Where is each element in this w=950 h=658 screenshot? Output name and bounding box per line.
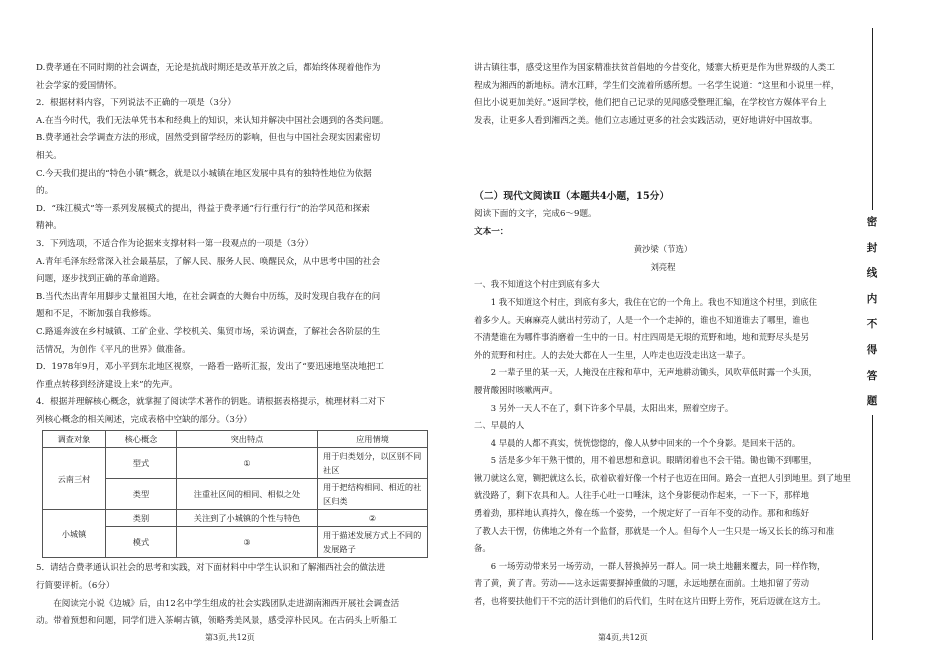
table-cell xyxy=(318,479,428,510)
paragraph-line: 4 早晨的人都不真实，恍恍惚惚的，像人从梦中回来的一个个身影。是回来干活的。 xyxy=(490,437,801,448)
seal-char: 密 xyxy=(866,216,878,228)
text-line: 行简要评析。（6分） xyxy=(36,581,115,592)
table-cell: 小城镇 xyxy=(43,510,106,558)
cell-line: 用于描述发展方式上不同的 xyxy=(323,530,422,541)
seal-char: 内 xyxy=(866,292,878,305)
text-line: A.在当今时代，我们无法单凭书本和经典上的知识，来认知并解决中国社会遇到的各类问题。 xyxy=(36,115,389,126)
table-row xyxy=(43,448,428,479)
paragraph-line: 3 另外一天人不在了，剩下许多个早晨，太阳出来，照着空房子。 xyxy=(490,402,734,413)
text-line: B.费孝通社会学调查方法的形成，固然受到留学经历的影响，但也与中国社会现实因素密切 xyxy=(36,133,381,144)
paragraph-line: 备。 xyxy=(474,543,491,554)
seal-line-notice xyxy=(862,210,882,415)
text-line: D.费孝通在不同时期的社会调查，无论是抗战时期还是改革开放之后，都始终体现着他作为 xyxy=(36,63,381,73)
text-line: 的。 xyxy=(36,186,54,197)
text-line: 活情况，为创作《平凡的世界》做准备。 xyxy=(36,344,191,355)
page-number-right: 第4页,共12页 xyxy=(598,633,648,642)
paragraph-line: 外的荒野和村庄。人的去处大都在人一生里，人咋走也迈没走出这一辈子。 xyxy=(474,349,751,360)
table-header-cell: 调查对象 xyxy=(43,431,106,448)
question-2: 2．根据材料内容，下列说法不正确的一项是（3分） xyxy=(36,98,236,109)
seal-char: 题 xyxy=(866,395,878,408)
table-cell: ③ xyxy=(177,527,318,558)
page-number-left: 第3页,共12页 xyxy=(205,633,255,642)
text-line: 程成为湘西的新地标。清水江畔，学生们交流着所感所想。一名学生说道：“这里和小说里一样， xyxy=(474,80,840,91)
paragraph-line: 锹刀就这么宽，铡把就这么长，砍着砍着好像一个村子也迈在田间。路会一直把人引到地里。到了地里 xyxy=(474,472,851,483)
seal-char: 不 xyxy=(866,318,878,331)
text-line: 但比小说更加美好。”返回学校，他们把自己记录的见闻感受整理汇编，在学校官方媒体平台上 xyxy=(474,98,827,109)
left-column xyxy=(36,60,440,631)
table-cell: 型式 xyxy=(106,448,177,479)
cell-line: 用于归类划分，以区别不同 xyxy=(323,451,422,462)
text-line: 社会学家的爱国情怀。 xyxy=(36,80,122,91)
table-cell xyxy=(318,448,428,479)
instruction: 阅读下面的文字，完成6～9题。 xyxy=(474,208,597,219)
table-header-cell: 应用情境 xyxy=(318,431,428,448)
article-author: 刘亮程 xyxy=(650,261,676,272)
cell-line: 用于把结构相同、相近的社 xyxy=(323,482,422,493)
text-line: A.青年毛泽东经常深入社会最基层，了解人民、服务人民、唤醒民众，从中思考中国的社会 xyxy=(36,256,381,267)
seal-char: 答 xyxy=(866,369,878,382)
section-title: （二）现代文阅读Ⅱ（本题共4小题，15分） xyxy=(474,191,670,203)
table-row xyxy=(43,510,428,527)
paragraph-line: 1 我不知道这个村庄，到底有多大，我住在它的一个角上。我也不知道这个村里，到底住 xyxy=(490,296,818,307)
text-line: 动。带着预想和问题，同学们进入茶峒古镇，领略秀美风景，感受淳朴民风。在古码头上听船工 xyxy=(36,616,397,627)
article-title: 黄沙梁（节选） xyxy=(633,244,693,255)
table-cell: 类别 xyxy=(106,510,177,527)
table-cell xyxy=(318,527,428,558)
cell-line: 发展路子 xyxy=(323,544,356,555)
paragraph-line: 2 一辈子里的某一天，人掩没在庄稼和草中，无声地耕动锄头，风吹草低时露一个头顶， xyxy=(490,367,818,378)
concept-table xyxy=(42,430,428,558)
paragraph-line: 者，也将要扶他们干不完的活计到他们的后代们，生时在这片田野上劳作，死后迈就在这方土。 xyxy=(474,596,826,607)
table-cell: 模式 xyxy=(106,527,177,558)
text-line: B.当代杰出青年用脚步丈量祖国大地，在社会调查的大舞台中历练，及时发现自我存在的问 xyxy=(36,291,381,302)
text-line: 精神。 xyxy=(36,221,62,232)
cell-line: 区归类 xyxy=(323,496,348,507)
text-line: D．1978年9月，邓小平到东北地区视察，一路看一路听汇报，发出了“要迅速地坚决地把工 xyxy=(36,362,384,373)
question-3: 3．下列选项，不适合作为论据来支撑材料一第一段观点的一项是（3分） xyxy=(36,238,314,249)
right-column xyxy=(474,60,852,611)
seal-char: 线 xyxy=(866,267,878,280)
cell-line: 社区 xyxy=(323,465,340,476)
seal-char: 封 xyxy=(866,241,878,254)
text-line: 发表，让更多人看到湘西之美。他们立志通过更多的社会实践活动，更好地讲好中国故事。 xyxy=(474,115,818,126)
text-line: C.路遥奔波在乡村城镇、工矿企业、学校机关、集贸市场，采访调查，了解社会各阶层的生 xyxy=(36,326,381,337)
table-cell: 注重社区间的相同、相似之处 xyxy=(177,479,318,510)
text-line: D．“珠江模式”等一系列发展模式的提出，得益于费孝通“行行重行行”的治学风范和探索 xyxy=(36,203,370,214)
paragraph-line: 勇着劲，那样地认真持久，像在练一个姿势，一个规定好了一百年不变的动作。那和和练好 xyxy=(474,508,809,519)
paragraph-line: 了教人去干愣，仿佛地之外有一个监督，那就是一个人。但每个人一生只是一场又长长的练习和准 xyxy=(474,525,835,536)
paragraph-line: 腰背酸困时咳嗽两声。 xyxy=(474,384,558,395)
text-line: 讲古镇往事，感受这里作为国家精准扶贫首倡地的今昔变化，矮寨大桥更是作为世界级的人类工 xyxy=(474,63,835,73)
table-cell: 关注到了小城镇的个性与特色 xyxy=(177,510,318,527)
table-header-row xyxy=(43,431,428,448)
article-heading: 一、我不知道这个村庄到底有多大 xyxy=(474,279,600,290)
table-cell: 类型 xyxy=(106,479,177,510)
paragraph-line: 就没路了，剩下农具和人。人往手心吐一口唾沫，这个身影便动作起来，一下一下，那样地 xyxy=(474,490,809,501)
text-line: 问题，逐步找到正确的革命道路。 xyxy=(36,274,165,285)
table-cell: 云南三村 xyxy=(43,448,106,510)
paragraph-line: 5 活是多少年干熟干惯的，用不着思想和意识。眼睛闭着也不会干错。锄也锄不到哪里， xyxy=(490,455,818,466)
table-header-cell: 核心概念 xyxy=(106,431,177,448)
text-label: 文本一： xyxy=(474,226,509,237)
table-cell: ① xyxy=(177,448,318,479)
text-line: C.今天我们提出的“特色小镇”概念，就是以小城镇在地区发展中具有的独特性地位为依据 xyxy=(36,168,372,179)
text-line: 在阅读完小说《边城》后，由12名中学生组成的社会实践团队走进湖南湘西开展社会调查活 xyxy=(53,598,400,609)
paragraph-line: 不清楚谁在为哪件事消磨着一生中的一日。村庄四周是无垠的荒野和地，地和荒野尽头是另 xyxy=(474,332,809,343)
seal-char: 得 xyxy=(866,343,878,356)
question-4: 4．根据并理解核心概念，就掌握了阅读学术著作的钥匙。请根据表格提示，梳理材料二对下 xyxy=(36,397,386,408)
text-line: 相关。 xyxy=(36,150,62,161)
article-heading: 二、早晨的人 xyxy=(474,420,525,431)
text-line: 题和不足，不断加强自我修炼。 xyxy=(36,309,157,320)
table-header-cell: 突出特点 xyxy=(177,431,318,448)
paragraph-line: 6 一场劳动带来另一场劳动，一群人替换掉另一群人。同一块土地翻来覆去，同一样作物， xyxy=(490,560,826,571)
text-line: 列核心概念的相关阐述，完成表格中空缺的部分。（3分） xyxy=(36,414,253,425)
paragraph-line: 青了黄，黄了青。劳动——这永远需要摒掉重做的习题，永远地摆在面前。土地扣留了劳动 xyxy=(474,578,809,589)
text-line: 作重点转移到经济建设上来”的先声。 xyxy=(36,379,178,390)
table-cell: ② xyxy=(318,510,428,527)
paragraph-line: 着多少人。天麻麻亮人就出村劳动了，人是一个一个走掉的，谁也不知道谁去了哪里，谁也 xyxy=(474,314,809,325)
question-5: 5．请结合费孝通认识社会的思考和实践，对下面材料中中学生认识和了解湘西社会的做法进 xyxy=(36,563,386,574)
